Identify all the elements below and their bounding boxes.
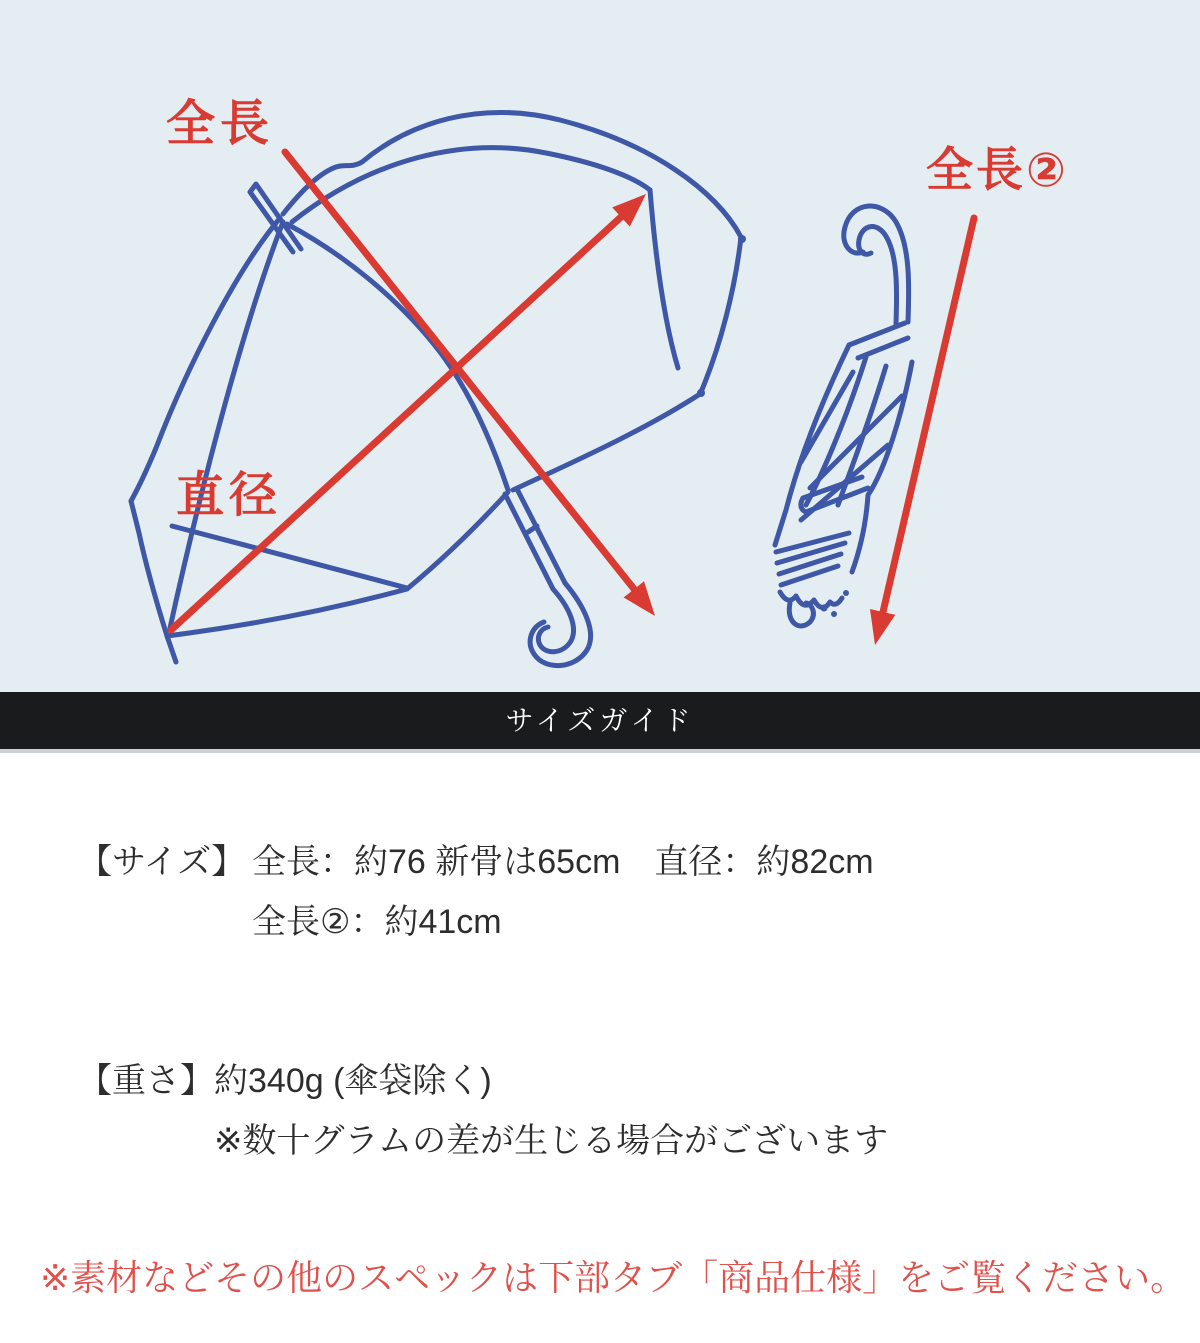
size-guide-title: サイズガイド <box>505 704 695 736</box>
total-length-label: 全長 <box>166 97 275 151</box>
size-section-label: 【サイズ】 <box>78 843 246 881</box>
total-length-folded-label: 全長② <box>926 143 1069 196</box>
size-values-line2: 全長②：約41cm <box>252 903 502 941</box>
weight-note: ※数十グラムの差が生じる場合がございます <box>214 1122 889 1160</box>
weight-section-label: 【重さ】 <box>78 1062 214 1100</box>
size-values-line1: 全長：約76 新骨は65cm 直径：約82cm <box>252 843 874 881</box>
diameter-label: 直径 <box>176 469 283 522</box>
weight-value: 約340g (傘袋除く) <box>214 1062 492 1100</box>
spec-footnote: ※素材などその他のスペックは下部タブ「商品仕様」をご覧ください。 <box>40 1257 1187 1298</box>
